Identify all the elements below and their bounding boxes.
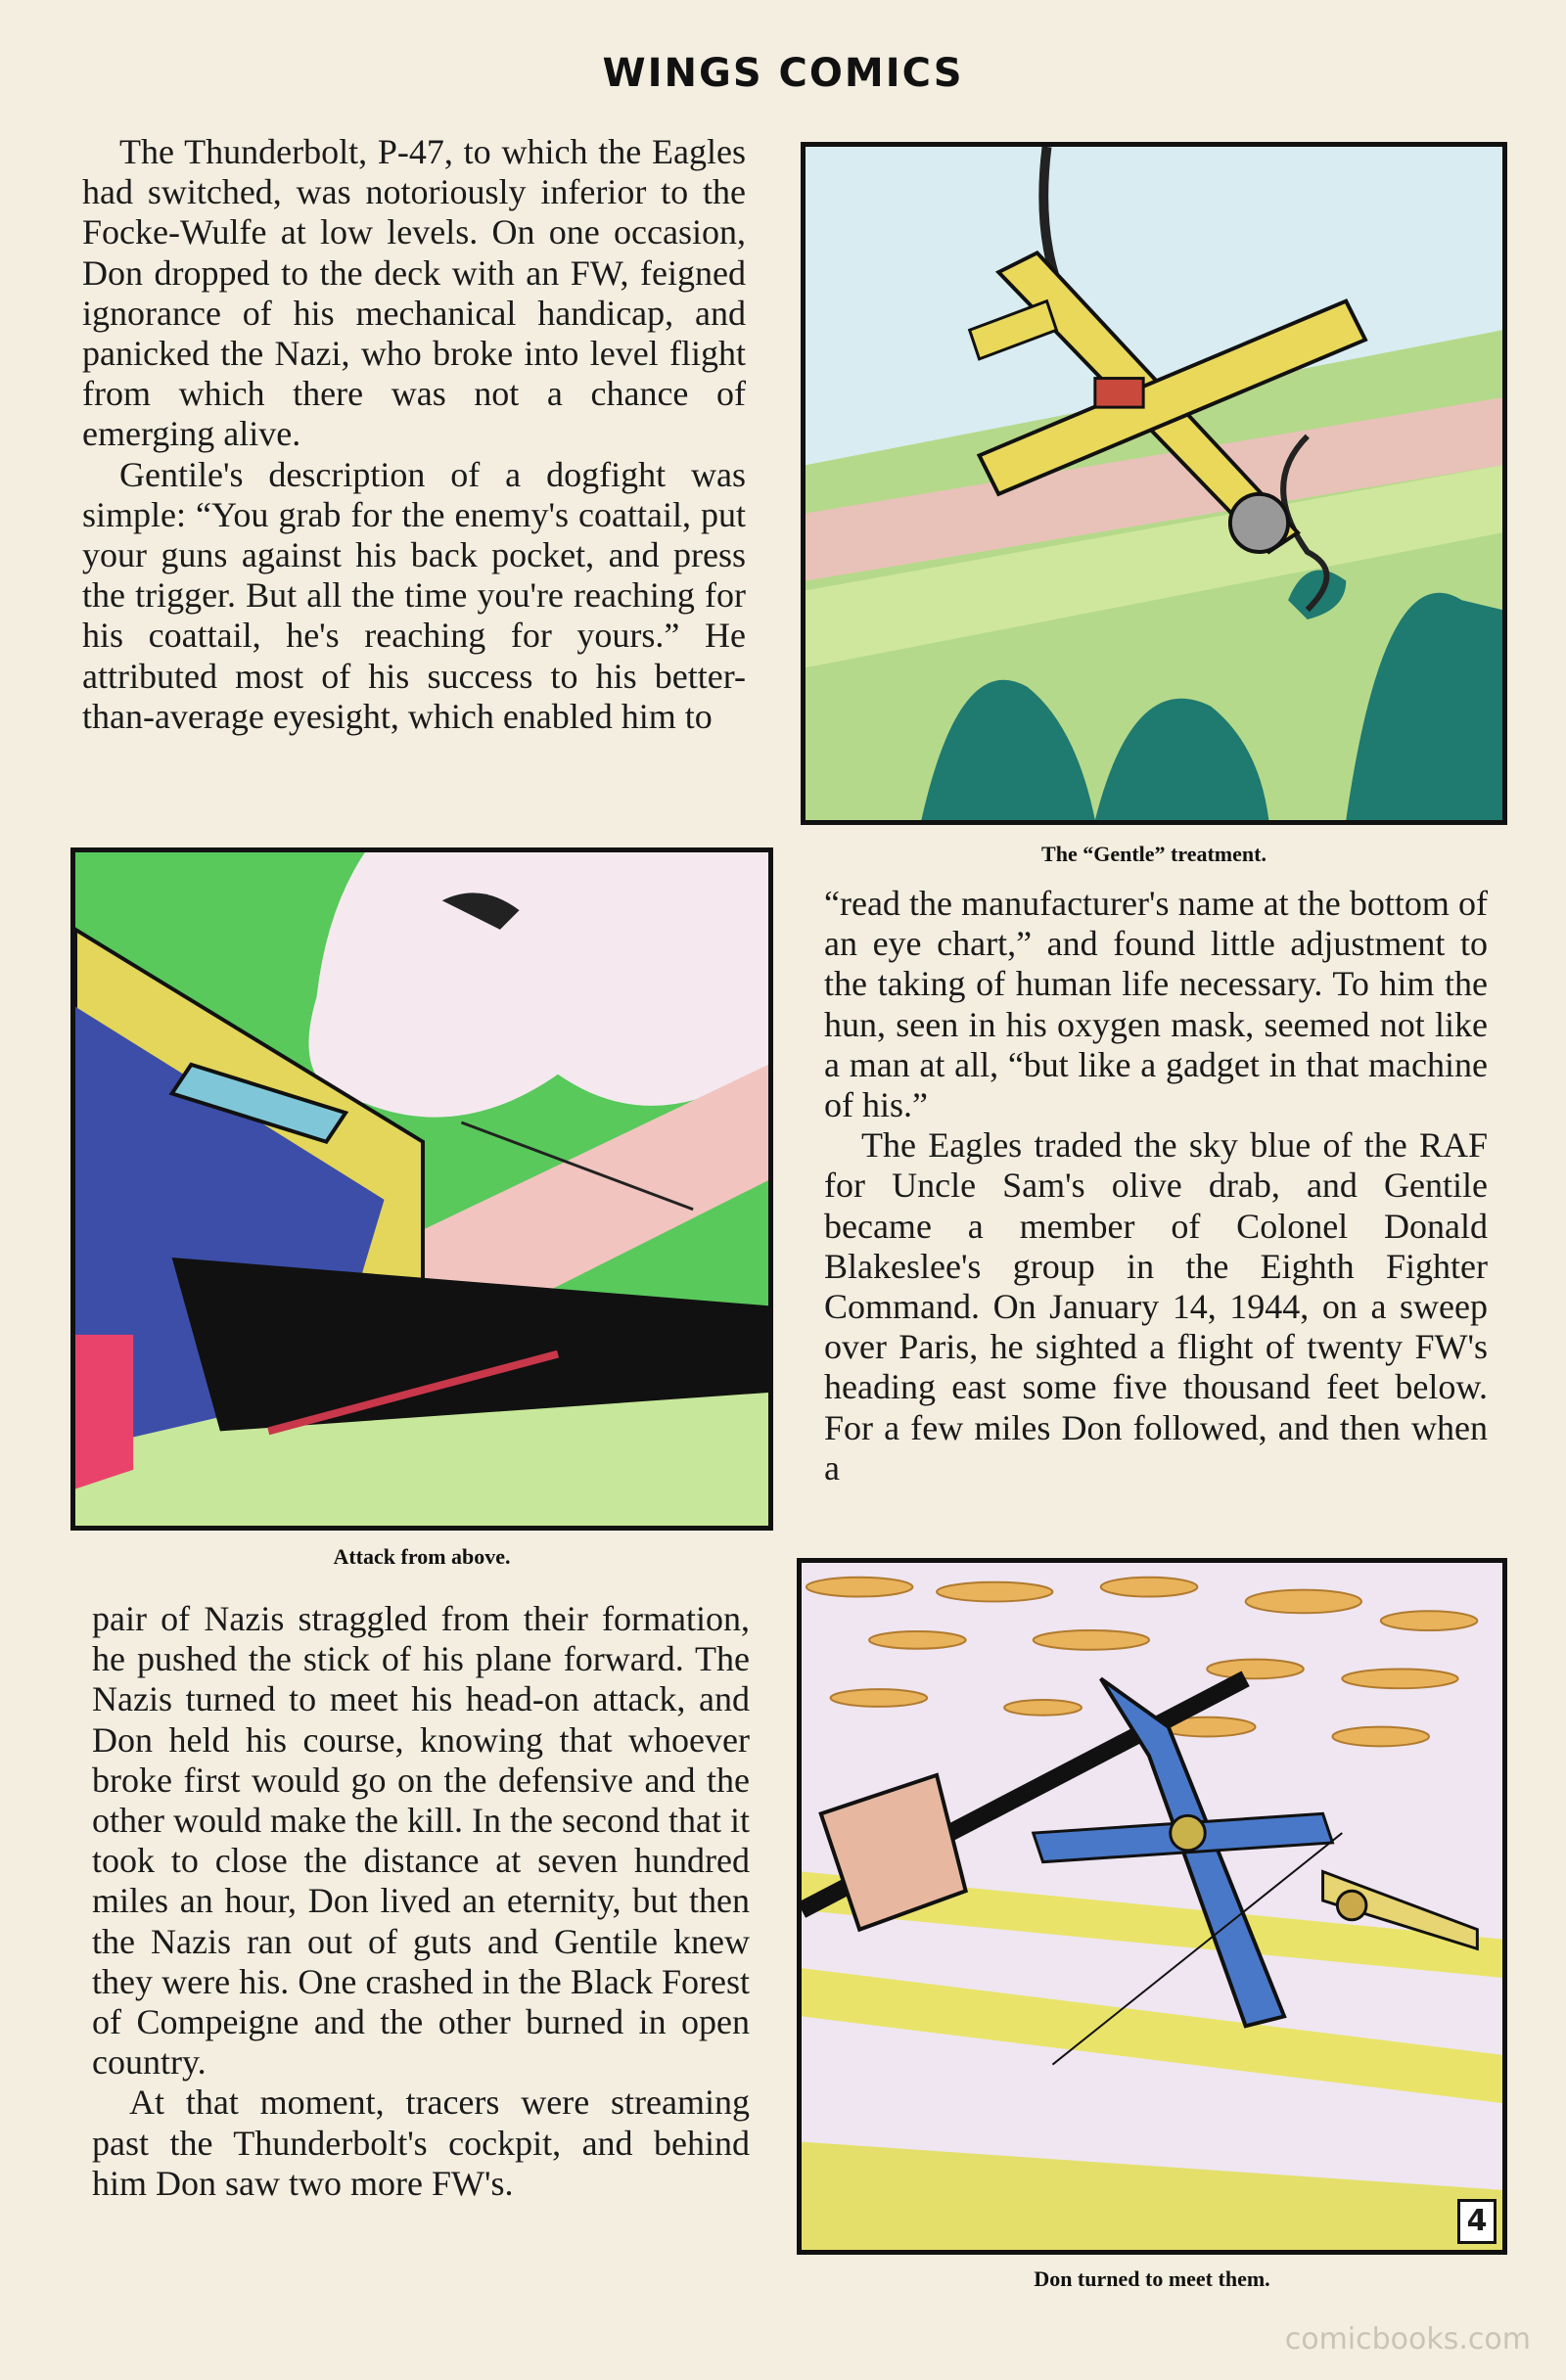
paragraph: At that moment, tracers were streaming past the Thunderbolt's cockpit, and behind him Don saw two more FW's. <box>92 2082 750 2203</box>
article-text-block-3 <box>92 1599 750 2204</box>
paragraph: Gentile's description of a dogfight was simple: “You grab for the enemy's coattail, put your guns against his back pocket, and press the trigger. But all the time you're reaching for his coattail, he's reaching for yours.” He attributed most of his success to his better-than-average eyesight, which enabled him to <box>82 454 746 736</box>
paragraph: “read the manufacturer's name at the bottom of an eye chart,” and found little adjustment to the taking of human life necessary. To him the hun, seen in his oxygen mask, seemed not like a man at all, “but like a gadget in that machine of his.” <box>824 884 1488 1125</box>
caption-gentle-treatment: The “Gentle” treatment. <box>1041 842 1267 866</box>
caption-don-turned: Don turned to meet them. <box>1034 2266 1270 2291</box>
article-text-block-2 <box>824 884 1488 1488</box>
illustration-plane-diving <box>806 147 1502 820</box>
paragraph: pair of Nazis straggled from their formation, he pushed the stick of his plane forward. The Nazis turned to meet his head-on attack, and Don held his course, knowing that whoever broke first would go on the defensive and the other would make the kill. In the second that it took to close the distance at seven hundred miles an hour, Don lived an eternity, but then the Nazis ran out of guts and Gentile knew they were his. One crashed in the Black Forest of Compeigne and the other burned in open country. <box>92 1599 750 2082</box>
comic-panel-gentle-treatment <box>801 142 1507 825</box>
article-text-block-1 <box>82 132 746 737</box>
paragraph: The Thunderbolt, P-47, to which the Eagles had switched, was notoriously inferior to the Focke-Wulfe at low levels. On one occasion, Don dropped to the deck with an FW, feigned ignorance of his mechanical handicap, and panicked the Nazi, who broke into level flight from which there was not a chance of emerging alive. <box>82 132 746 454</box>
paragraph: The Eagles traded the sky blue of the RAF for Uncle Sam's olive drab, and Gentile became a member of Colonel Donald Blakeslee's group in the Eighth Fighter Command. On January 14, 1944, on a sweep over Paris, he sighted a flight of twenty FW's heading east some five thousand feet below. For a few miles Don followed, and then when a <box>824 1125 1488 1488</box>
watermark: comicbooks.com <box>1284 2322 1531 2357</box>
caption-attack-from-above: Attack from above. <box>333 1544 511 1569</box>
comic-panel-attack-from-above <box>70 847 773 1531</box>
page-header: WINGS COMICS <box>602 51 964 96</box>
comic-panel-don-turned <box>797 1558 1507 2255</box>
illustration-head-on <box>802 1563 1502 2250</box>
illustration-plane-attack <box>75 852 768 1526</box>
page-number: 4 <box>1457 2199 1497 2244</box>
